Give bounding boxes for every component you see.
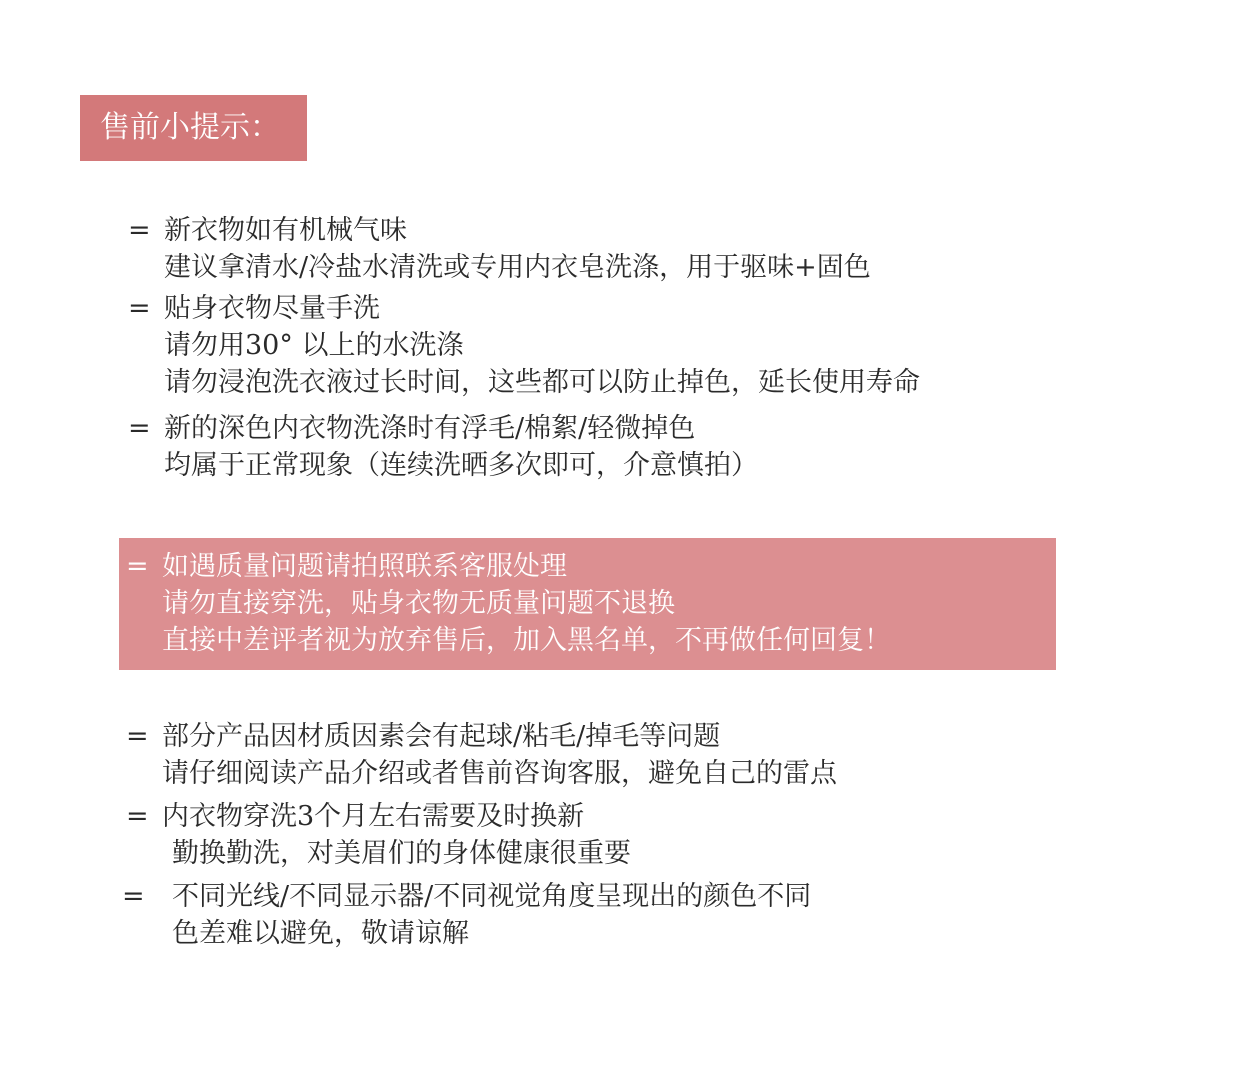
quality-notice-box	[119, 538, 1056, 670]
notice-detail: 请勿直接穿洗，贴身衣物无质量问题不退换	[162, 588, 675, 619]
tip-item	[126, 718, 837, 792]
bullet-symbol: =	[126, 551, 149, 582]
tip-heading: 新的深色内衣物洗涤时有浮毛/棉絮/轻微掉色	[164, 413, 696, 444]
bullet-symbol: =	[128, 413, 151, 444]
bullet-symbol: =	[126, 801, 149, 832]
tip-heading: 不同光线/不同显示器/不同视觉角度呈现出的颜色不同	[172, 881, 812, 912]
tip-heading: 部分产品因材质因素会有起球/粘毛/掉毛等问题	[162, 721, 721, 752]
tip-heading: 新衣物如有机械气味	[164, 215, 407, 246]
tip-heading: 贴身衣物尽量手洗	[164, 293, 380, 324]
notice-detail: 直接中差评者视为放弃售后，加入黑名单，不再做任何回复！	[162, 625, 891, 656]
tip-item	[126, 798, 631, 872]
tip-item	[128, 410, 758, 484]
tip-detail: 色差难以避免，敬请谅解	[172, 918, 469, 949]
quality-notice	[126, 548, 891, 659]
tip-detail: 均属于正常现象（连续洗晒多次即可，介意慎拍）	[164, 450, 758, 481]
page-title: 售前小提示：	[80, 95, 307, 161]
notice-heading: 如遇质量问题请拍照联系客服处理	[162, 551, 567, 582]
tip-detail: 请勿浸泡洗衣液过长时间，这些都可以防止掉色，延长使用寿命	[164, 367, 920, 398]
bullet-symbol: =	[126, 721, 149, 752]
bullet-symbol: =	[128, 293, 151, 324]
tip-detail: 建议拿清水/冷盐水清洗或专用内衣皂洗涤，用于驱味+固色	[164, 252, 871, 283]
tip-detail: 勤换勤洗，对美眉们的身体健康很重要	[172, 838, 631, 869]
bullet-symbol: =	[122, 881, 145, 912]
tip-heading: 内衣物穿洗3个月左右需要及时换新	[162, 801, 585, 832]
tip-detail: 请仔细阅读产品介绍或者售前咨询客服，避免自己的雷点	[162, 758, 837, 789]
tip-item	[128, 212, 871, 286]
bullet-symbol: =	[128, 215, 151, 246]
tip-item	[122, 878, 811, 952]
tip-item	[128, 290, 920, 401]
tip-detail: 请勿用30° 以上的水洗涤	[164, 330, 464, 361]
